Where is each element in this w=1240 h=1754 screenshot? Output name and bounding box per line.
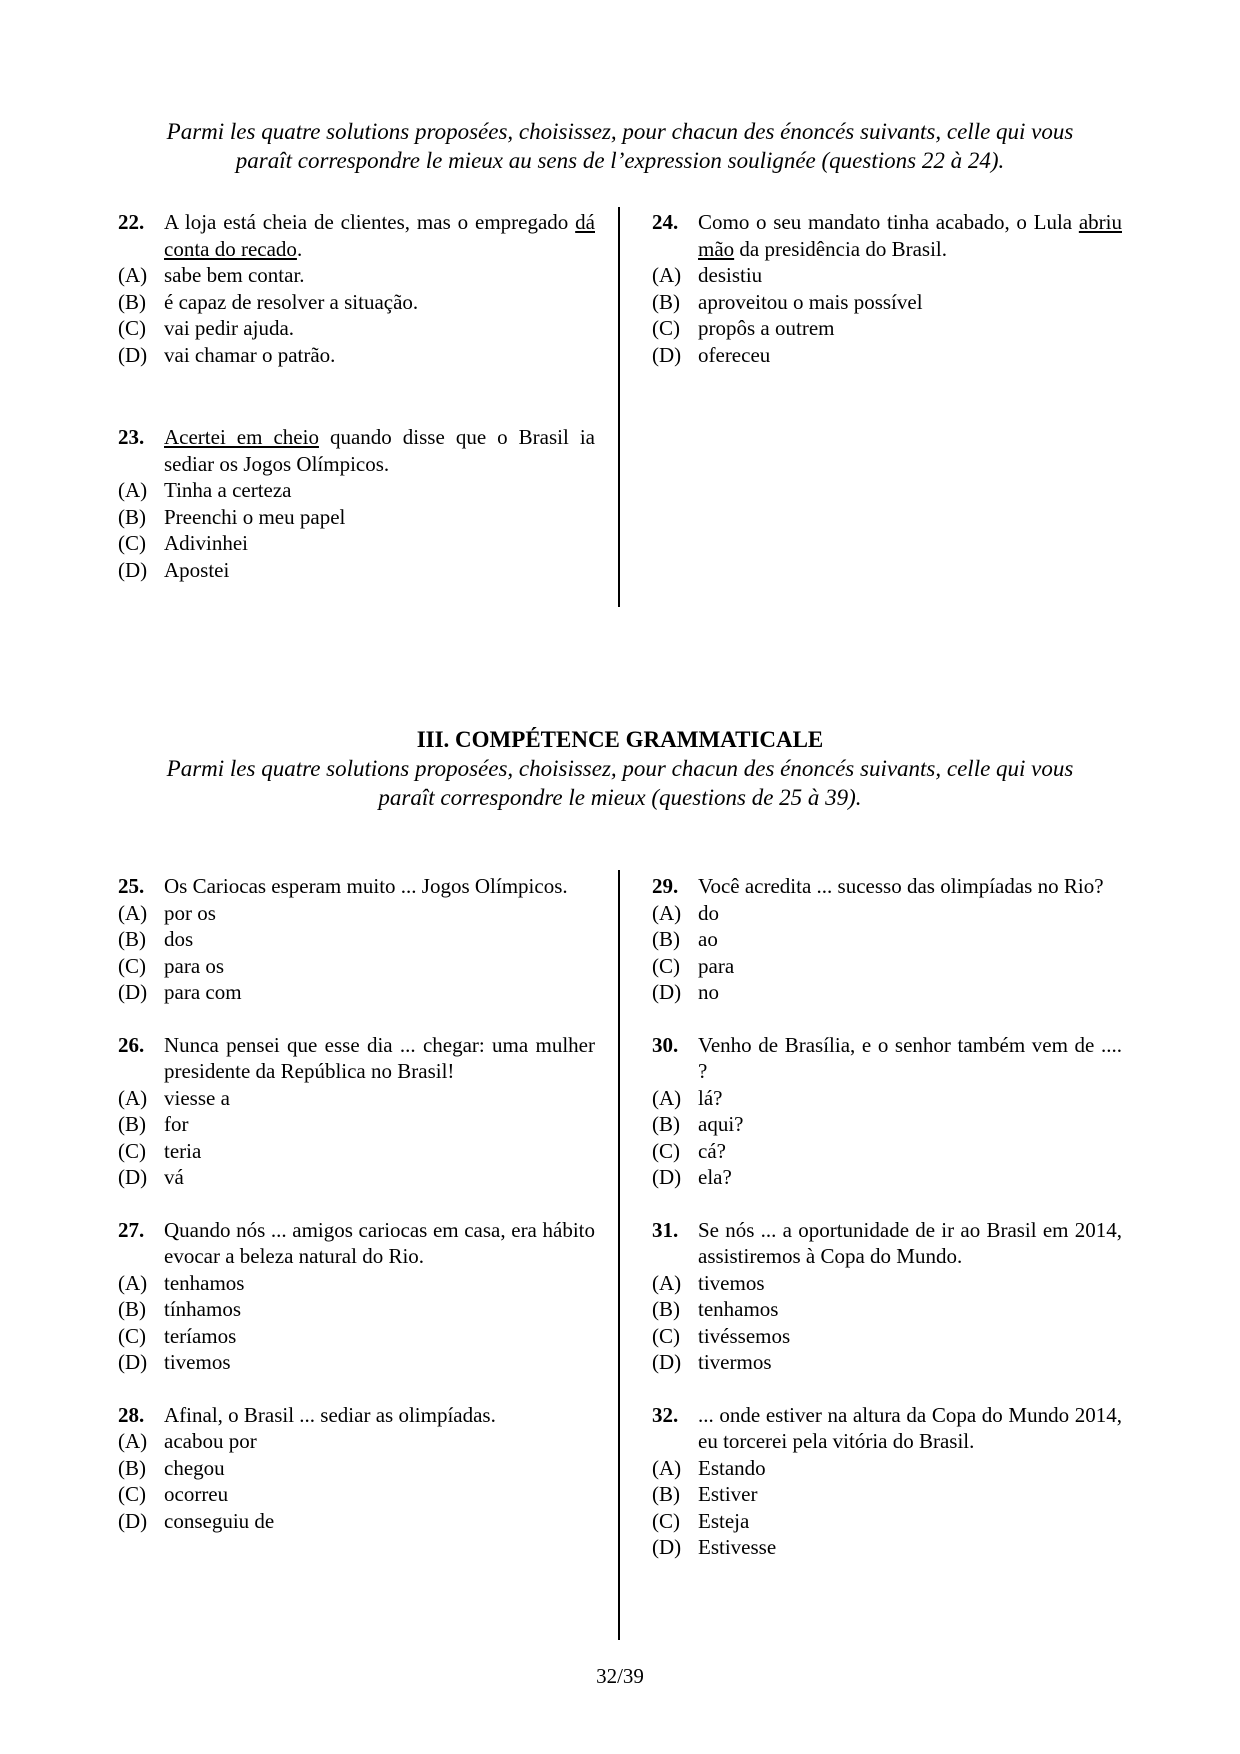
question-31: [652, 1217, 1122, 1376]
option-text: ela?: [698, 1165, 732, 1189]
option-text: teríamos: [164, 1323, 237, 1348]
option-text: dos: [164, 927, 194, 951]
option-label: (A): [652, 1455, 682, 1480]
option-b: [652, 926, 1122, 953]
option-text: Estivesse: [698, 1535, 777, 1559]
option-c: [652, 953, 1122, 980]
question-stem: [652, 1217, 1122, 1270]
option-text: para os: [164, 953, 225, 978]
option-label: (A): [118, 1270, 148, 1295]
question-stem: [118, 1402, 595, 1429]
option-b: [652, 1111, 1122, 1138]
option-label: (A): [652, 900, 682, 925]
question-22: [118, 209, 595, 368]
option-label: (B): [118, 1297, 146, 1321]
option-a: [118, 1428, 595, 1455]
section-title: III. COMPÉTENCE GRAMMATICALE: [416, 727, 824, 752]
option-text: para: [698, 953, 735, 978]
question-text: Se nós ... a oportunidade de ir ao Brasil em 2014, assistiremos à Copa do Mundo.: [698, 1217, 1122, 1268]
option-a: [118, 1270, 595, 1297]
option-label: (C): [118, 1482, 146, 1506]
option-label: (D): [652, 1535, 682, 1559]
question-text: [164, 209, 595, 262]
question-stem: [118, 1032, 595, 1085]
question-number: 25.: [118, 874, 145, 898]
option-d: [118, 1349, 595, 1376]
question-stem: [118, 424, 595, 477]
option-text: lá?: [698, 1085, 723, 1110]
option-text: tínhamos: [164, 1297, 241, 1321]
option-label: (A): [652, 263, 682, 287]
question-stem: [652, 209, 1122, 262]
option-text: tenhamos: [698, 1297, 779, 1321]
right-column-section-2: [652, 873, 1122, 1561]
option-text: tenhamos: [164, 1270, 245, 1295]
option-c: [118, 530, 595, 557]
option-label: (B): [118, 1455, 146, 1480]
option-text: sabe bem contar.: [164, 263, 305, 287]
option-c: [118, 1481, 595, 1508]
option-a: [118, 900, 595, 927]
option-d: [118, 979, 595, 1006]
option-text: para com: [164, 980, 242, 1004]
question-27: [118, 1217, 595, 1376]
option-text: vai chamar o patrão.: [164, 342, 336, 367]
option-label: (D): [118, 980, 148, 1004]
option-c: [652, 315, 1122, 342]
right-column-section-1: [652, 209, 1122, 368]
option-a: [118, 262, 595, 289]
question-text: [698, 209, 1122, 262]
option-label: (D): [118, 557, 148, 582]
option-d: [118, 557, 595, 584]
stem-part: .: [296, 236, 303, 261]
option-c: [118, 1138, 595, 1165]
left-column-section-2: [118, 873, 595, 1534]
option-label: (D): [118, 1350, 148, 1374]
question-28: [118, 1402, 595, 1535]
question-stem: [118, 209, 595, 262]
option-label: (C): [652, 1508, 680, 1533]
option-label: (D): [118, 1165, 148, 1189]
option-text: aproveitou o mais possível: [698, 289, 923, 314]
question-25: [118, 873, 595, 1006]
option-c: [118, 315, 595, 342]
instruction-line: paraît correspondre le mieux au sens de l’expression soulignée (questions 22 à 24).: [235, 148, 1005, 173]
option-text: propôs a outrem: [698, 316, 835, 340]
option-text: teria: [164, 1138, 202, 1163]
option-text: Estando: [698, 1455, 766, 1480]
question-number: 22.: [118, 210, 145, 234]
option-b: [652, 1296, 1122, 1323]
option-b: [118, 504, 595, 531]
option-label: (C): [118, 531, 146, 555]
option-a: [118, 477, 595, 504]
question-text: Nunca pensei que esse dia ... chegar: uma mulher presidente da República no Brasil!: [164, 1032, 595, 1083]
instruction-line: Parmi les quatre solutions proposées, choisissez, pour chacun des énoncés suivants, celle qui vous: [166, 119, 1074, 144]
option-text: vá: [164, 1165, 184, 1189]
option-label: (B): [652, 1112, 680, 1136]
question-number: 30.: [652, 1032, 679, 1057]
stem-part: A loja está cheia de clientes, mas o empregado: [164, 210, 576, 234]
option-b: [118, 1296, 595, 1323]
option-text: aqui?: [698, 1112, 744, 1136]
option-text: Esteja: [698, 1508, 750, 1533]
option-label: (D): [652, 342, 682, 367]
option-label: (B): [652, 289, 680, 314]
option-text: tivermos: [698, 1350, 772, 1374]
question-text: Venho de Brasília, e o senhor também vem de .... ?: [698, 1032, 1122, 1083]
option-text: ocorreu: [164, 1482, 229, 1506]
column-divider: [618, 207, 620, 607]
option-text: desistiu: [698, 263, 763, 287]
option-label: (D): [118, 1508, 148, 1533]
question-stem: [652, 873, 1122, 900]
question-stem: [118, 873, 595, 900]
option-b: [652, 1481, 1122, 1508]
option-a: [652, 900, 1122, 927]
question-number: 23.: [118, 425, 145, 449]
option-text: Preenchi o meu papel: [164, 504, 346, 529]
question-text: Os Cariocas esperam muito ... Jogos Olímpicos.: [164, 874, 568, 898]
option-label: (D): [652, 1165, 682, 1189]
option-d: [652, 979, 1122, 1006]
option-a: [652, 1270, 1122, 1297]
option-text: ofereceu: [698, 342, 771, 367]
question-text: [164, 424, 595, 477]
option-d: [118, 1164, 595, 1191]
underlined-expression: dá conta do recado: [164, 210, 595, 261]
option-c: [118, 953, 595, 980]
instruction-line: paraît correspondre le mieux (questions de 25 à 39).: [378, 785, 862, 810]
question-stem: [652, 1402, 1122, 1455]
stem-part: Como o seu mandato tinha acabado, o Lula: [698, 210, 1079, 234]
stem-part: quando disse que o Brasil ia sediar os Jogos Olímpicos.: [164, 425, 595, 476]
option-label: (A): [118, 1429, 148, 1453]
underlined-expression: abriu mão: [698, 210, 1122, 261]
option-label: (D): [652, 980, 682, 1004]
option-label: (B): [118, 927, 146, 951]
question-stem: [652, 1032, 1122, 1085]
option-text: chegou: [164, 1455, 225, 1480]
question-32: [652, 1402, 1122, 1561]
instruction-block-1: [110, 117, 1130, 175]
option-label: (C): [652, 316, 680, 340]
option-d: [118, 1508, 595, 1535]
option-text: Tinha a certeza: [164, 478, 292, 502]
question-number: 27.: [118, 1217, 145, 1242]
option-text: tivemos: [164, 1350, 231, 1374]
option-c: [652, 1138, 1122, 1165]
option-c: [652, 1508, 1122, 1535]
question-number: 31.: [652, 1217, 679, 1242]
left-column-section-1: [118, 209, 595, 583]
option-text: cá?: [698, 1138, 726, 1163]
option-label: (B): [118, 289, 146, 314]
instruction-line: Parmi les quatre solutions proposées, choisissez, pour chacun des énoncés suivants, celle qui vous: [166, 756, 1074, 781]
option-d: [118, 342, 595, 369]
option-text: for: [164, 1112, 189, 1136]
option-a: [652, 1455, 1122, 1482]
option-label: (A): [118, 900, 148, 925]
instruction-block-2: [110, 754, 1130, 812]
option-label: (C): [652, 1138, 680, 1163]
question-text: Você acredita ... sucesso das olimpíadas no Rio?: [698, 874, 1104, 898]
option-d: [652, 1349, 1122, 1376]
question-number: 28.: [118, 1402, 145, 1427]
underlined-expression: Acertei em cheio: [164, 425, 319, 449]
question-text: ... onde estiver na altura da Copa do Mundo 2014, eu torcerei pela vitória do Brasil.: [698, 1402, 1122, 1453]
option-b: [118, 289, 595, 316]
question-stem: [118, 1217, 595, 1270]
option-b: [652, 289, 1122, 316]
option-label: (C): [652, 953, 680, 978]
option-label: (C): [652, 1323, 680, 1348]
option-a: [652, 262, 1122, 289]
option-label: (C): [118, 1138, 146, 1163]
option-text: acabou por: [164, 1429, 257, 1453]
option-label: (C): [118, 1323, 146, 1348]
option-b: [118, 926, 595, 953]
option-text: vai pedir ajuda.: [164, 316, 295, 340]
option-text: no: [698, 980, 719, 1004]
option-label: (B): [652, 1482, 680, 1506]
option-c: [118, 1323, 595, 1350]
option-label: (B): [118, 504, 146, 529]
question-number: 32.: [652, 1402, 679, 1427]
stem-part: da presidência do Brasil.: [734, 236, 948, 261]
option-label: (D): [652, 1350, 682, 1374]
question-30: [652, 1032, 1122, 1191]
column-divider: [618, 870, 620, 1640]
question-number: 24.: [652, 210, 679, 234]
option-label: (A): [652, 1270, 682, 1295]
option-label: (B): [652, 1297, 680, 1321]
option-label: (B): [118, 1112, 146, 1136]
option-text: Adivinhei: [164, 531, 248, 555]
option-text: Apostei: [164, 557, 230, 582]
option-label: (A): [652, 1085, 682, 1110]
option-label: (A): [118, 478, 148, 502]
option-text: ao: [698, 927, 718, 951]
option-d: [652, 1164, 1122, 1191]
option-c: [652, 1323, 1122, 1350]
question-text: Afinal, o Brasil ... sediar as olimpíadas.: [164, 1402, 496, 1427]
option-label: (B): [652, 927, 680, 951]
option-text: Estiver: [698, 1482, 758, 1506]
option-label: (D): [118, 342, 148, 367]
option-a: [652, 1085, 1122, 1112]
option-label: (C): [118, 953, 146, 978]
option-d: [652, 342, 1122, 369]
option-text: tivemos: [698, 1270, 765, 1295]
option-text: do: [698, 900, 719, 925]
option-d: [652, 1534, 1122, 1561]
option-b: [118, 1111, 595, 1138]
question-number: 26.: [118, 1032, 145, 1057]
question-24: [652, 209, 1122, 368]
question-29: [652, 873, 1122, 1006]
option-label: (C): [118, 316, 146, 340]
option-b: [118, 1455, 595, 1482]
option-label: (A): [118, 1085, 148, 1110]
question-number: 29.: [652, 874, 679, 898]
option-text: viesse a: [164, 1085, 230, 1110]
option-text: tivéssemos: [698, 1323, 791, 1348]
option-label: (A): [118, 263, 148, 287]
option-text: é capaz de resolver a situação.: [164, 289, 419, 314]
question-text: Quando nós ... amigos cariocas em casa, era hábito evocar a beleza natural do Rio.: [164, 1217, 595, 1268]
question-26: [118, 1032, 595, 1191]
question-23: [118, 424, 595, 583]
option-text: por os: [164, 900, 216, 925]
option-a: [118, 1085, 595, 1112]
option-text: conseguiu de: [164, 1508, 275, 1533]
page-number: 32/39: [596, 1664, 644, 1688]
